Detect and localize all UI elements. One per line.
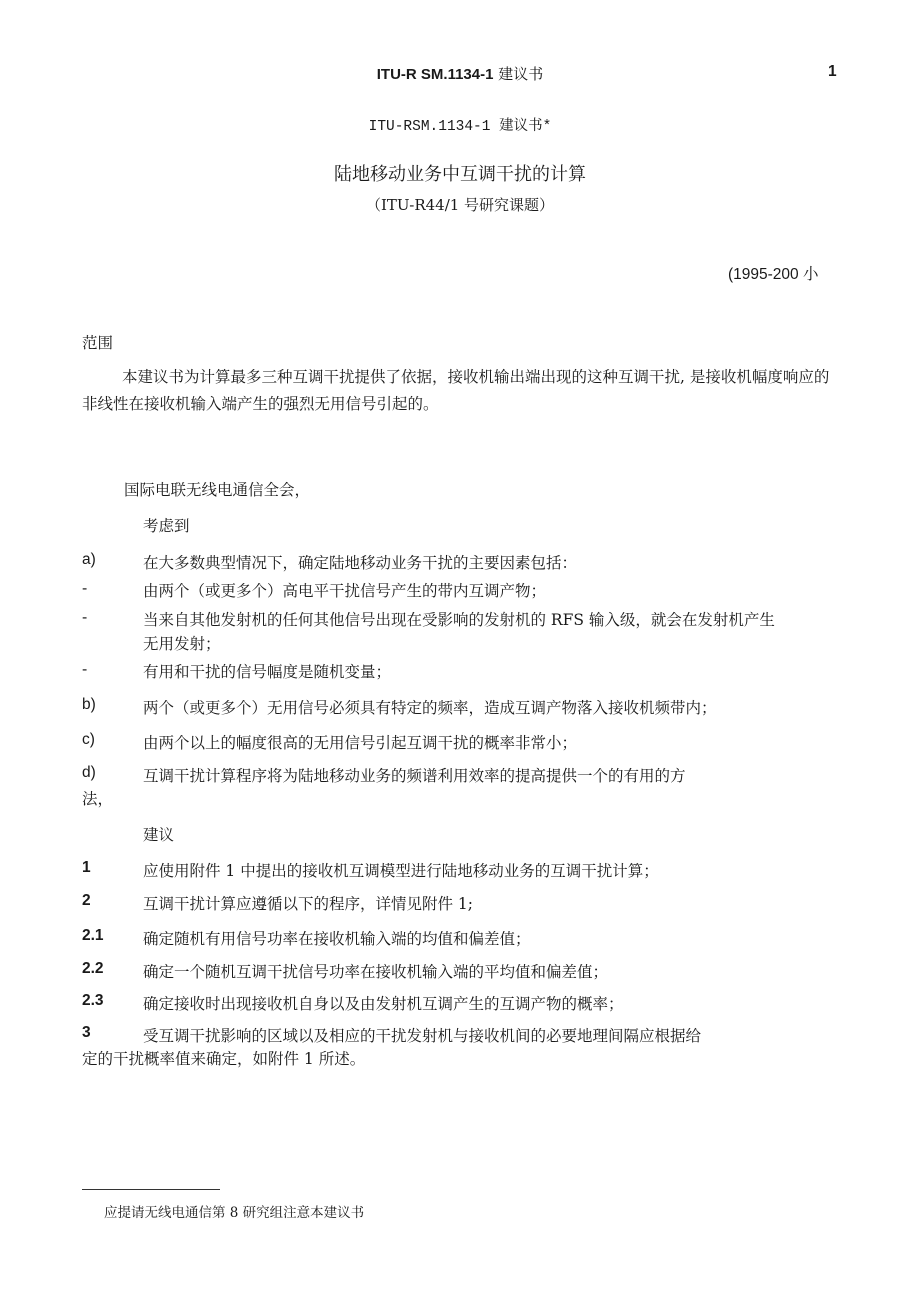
recommends-label-2-1: 2.1 xyxy=(82,927,104,944)
recommends-label-2: 2 xyxy=(82,892,91,909)
recommends-item-2-1: 确定随机有用信号功率在接收机输入端的均值和偏差值； xyxy=(143,930,531,948)
scope-heading: 范围 xyxy=(82,334,114,352)
recommends-heading: 建议 xyxy=(143,826,175,844)
document-years: (1995-200 小 xyxy=(728,266,819,283)
page-number: 1 xyxy=(828,63,837,80)
recommends-label-2-3: 2.3 xyxy=(82,992,104,1009)
considering-subitem-2: 当来自其他发射机的任何其他信号出现在受影响的发射机的 RFS 输入级，就会在发射机产生无用发射； xyxy=(143,611,775,653)
considering-heading: 考虑到 xyxy=(143,517,190,535)
rec-number: ITU-R SM.1134-1 xyxy=(376,66,494,83)
recommends-item-2: 互调干扰计算应遵循以下的程序，详情见附件 1; xyxy=(143,895,474,913)
assembly-line: 国际电联无线电通信全会， xyxy=(124,481,311,499)
recommends-label-3: 3 xyxy=(82,1024,91,1041)
scope-text: 本建议书为计算最多三种互调干扰提供了依据，接收机输出端出现的这种互调干扰, 是接收机幅度响应的非线性在接收机输入端产生的强烈无用信号引起的。 xyxy=(82,368,830,413)
recommends-item-1: 应使用附件 1 中提出的接收机互调模型进行陆地移动业务的互调干扰计算； xyxy=(143,862,659,880)
considering-item-c: 由两个以上的幅度很高的无用信号引起互调干扰的概率非常小； xyxy=(143,734,578,752)
running-header xyxy=(0,63,920,84)
considering-subitem-3: 有用和干扰的信号幅度是随机变量； xyxy=(143,663,392,681)
document-title: 陆地移动业务中互调干扰的计算 xyxy=(334,164,586,185)
document-id: ITU-RSM.1134-1 建议书* xyxy=(368,119,552,135)
footnote-divider xyxy=(82,1189,220,1190)
considering-label-b: b) xyxy=(82,696,96,713)
considering-subitem-1: 由两个（或更多个）高电平干扰信号产生的带内互调产物； xyxy=(143,582,547,600)
rec-suffix: 建议书 xyxy=(493,65,544,83)
considering-dash-1: - xyxy=(82,579,88,597)
considering-label-c: c) xyxy=(82,731,95,748)
question-number: （ITU-R44/1 号研究课题） xyxy=(365,196,555,214)
footnote: 应提请无线电通信第 8 研究组注意本建议书 xyxy=(104,1205,365,1221)
recommends-item-3: 受互调干扰影响的区域以及相应的干扰发射机与接收机间的必要地理间隔应根据给 xyxy=(143,1027,702,1045)
considering-item-b: 两个（或更多个）无用信号必须具有特定的频率，造成互调产物落入接收机频带内； xyxy=(143,699,717,717)
recommends-item-3-continuation: 定的干扰概率值来确定，如附件 1 所述。 xyxy=(82,1050,366,1068)
recommends-item-2-2: 确定一个随机互调干扰信号功率在接收机输入端的平均值和偏差值； xyxy=(143,963,609,981)
recommends-label-2-2: 2.2 xyxy=(82,960,104,977)
considering-item-d: 互调干扰计算程序将为陆地移动业务的频谱利用效率的提高提供一个的有用的方 xyxy=(143,767,686,785)
considering-dash-2: - xyxy=(82,608,88,626)
recommends-item-2-3: 确定接收时出现接收机自身以及由发射机互调产生的互调产物的概率； xyxy=(143,995,624,1013)
considering-label-a: a) xyxy=(82,551,96,568)
considering-item-d-continuation: 法， xyxy=(82,790,114,808)
considering-item-a: 在大多数典型情况下，确定陆地移动业务干扰的主要因素包括： xyxy=(143,554,578,572)
recommends-label-1: 1 xyxy=(82,859,91,876)
considering-dash-3: - xyxy=(82,660,88,678)
considering-label-d: d) xyxy=(82,764,96,781)
